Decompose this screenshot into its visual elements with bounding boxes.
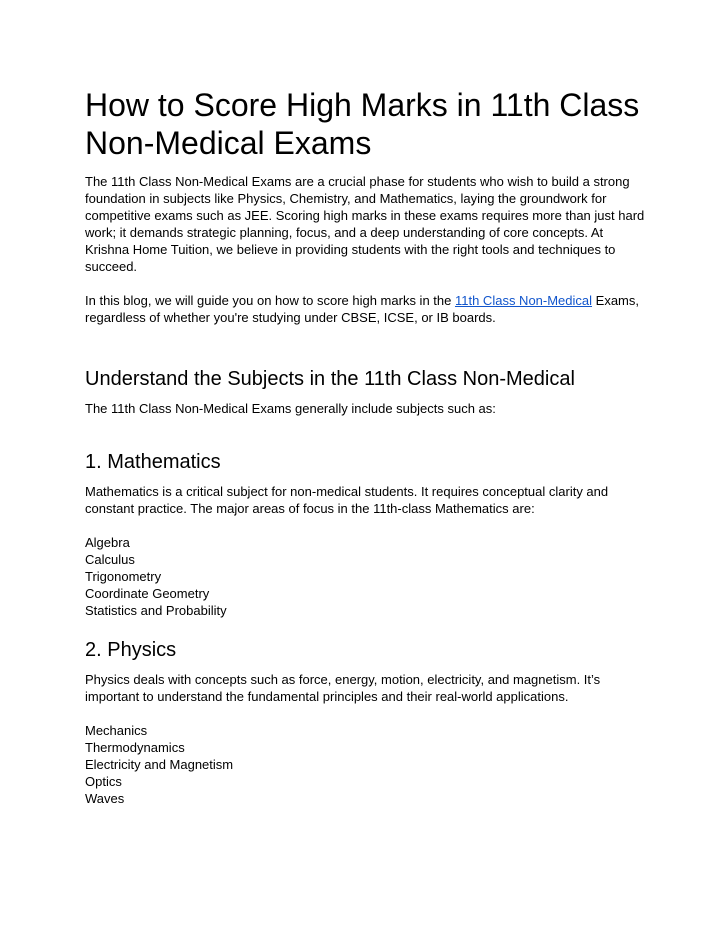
section-text-understand: The 11th Class Non-Medical Exams generally include subjects such as: [85,401,496,416]
page-title: How to Score High Marks in 11th Class Non-Medical Exams [85,87,640,161]
mathematics-topic-list [85,534,645,619]
section-text-mathematics: Mathematics is a critical subject for non-medical students. It requires conceptual clarity and constant practice. The major areas of focus in the 11th-class Mathematics are: [85,484,609,516]
list-item: Waves [85,791,125,806]
blog-paragraph-lead: In this blog, we will guide you on how to score high marks in the [85,293,455,308]
list-item: Algebra [85,535,130,550]
list-item: Thermodynamics [85,740,185,755]
list-item: Optics [85,774,122,789]
blog-paragraph-tail: Exams, regardless of whether you're studying under CBSE, ICSE, or IB boards. [85,293,639,325]
non-medical-link[interactable]: 11th Class Non-Medical [454,293,593,308]
intro-paragraph: The 11th Class Non-Medical Exams are a crucial phase for students who wish to build a strong foundation in subjects like Physics, Chemistry, and Mathematics, laying the groundwork for competitive exams such as JEE. Scoring high marks in these exams requires more than just hard work; it demands strategic planning, focus, and a deep understanding of core concepts. At Krishna Home Tuition, we believe in providing students with the right tools and techniques to succeed. [85,174,645,274]
list-item: Mechanics [85,723,148,738]
document-page [85,86,645,807]
list-item: Coordinate Geometry [85,586,210,601]
list-item: Electricity and Magnetism [85,757,234,772]
section-heading-mathematics: 1. Mathematics [85,451,221,473]
section-heading-understand: Understand the Subjects in the 11th Class Non-Medical [85,368,575,390]
physics-topic-list [85,722,645,807]
blog-paragraph [85,292,645,326]
list-item: Trigonometry [85,569,162,584]
section-text-physics: Physics deals with concepts such as force, energy, motion, electricity, and magnetism. It’s important to understand the fundamental principles and their real-world applications. [85,672,601,704]
list-item: Statistics and Probability [85,603,227,618]
section-heading-physics: 2. Physics [85,639,177,661]
list-item: Calculus [85,552,135,567]
